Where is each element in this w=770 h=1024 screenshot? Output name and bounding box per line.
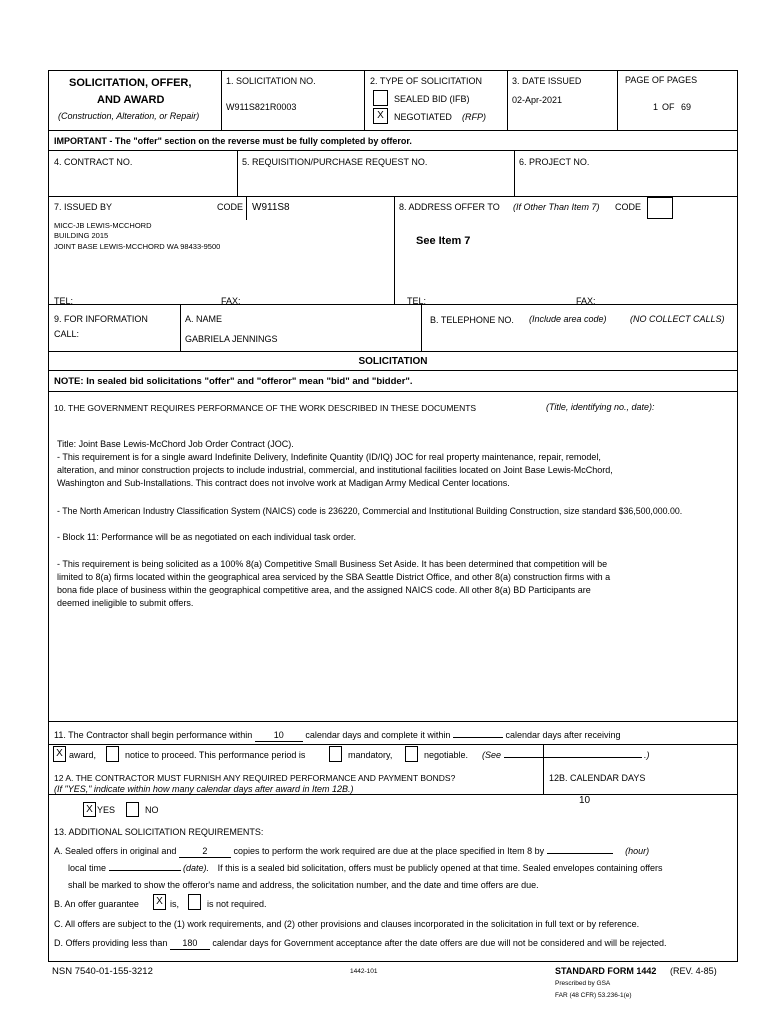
item-12b-label: 12B. CALENDAR DAYS [549, 773, 646, 783]
sealed-bid-checkbox[interactable] [373, 90, 388, 106]
nsn-number: NSN 7540-01-155-3212 [52, 966, 153, 977]
notice-to-proceed-label: notice to proceed. This performance period is [125, 750, 306, 760]
sealed-bid-note: NOTE: In sealed bid solicitations "offer" and "offeror" mean "bid" and "bidder". [54, 376, 413, 387]
bonds-yes-label: YES [97, 805, 116, 815]
date-issued-label: 3. DATE ISSUED [512, 76, 582, 86]
date-issued-value: 02-Apr-2021 [512, 95, 563, 105]
telephone-note: (Include area code) [529, 314, 607, 324]
page-number: 1 [653, 102, 659, 112]
form-title-line2: AND AWARD [97, 94, 165, 106]
description-paragraph-set-aside: - This requirement is being solicited as a 100% 8(a) Competitive Small Business Set Aside. It has been determined that competition will be limited to 8(a) firms located within the geographical area serviced by the SBA Seattle District Office, and other 8(a) construction firms with a bona fide place of business within the geographical competitive area, and the assigned NAICS code. All other 8(a) BD Participants are deemed ineligible to submit offers. [57, 559, 611, 608]
award-checkbox[interactable]: X [53, 746, 66, 762]
form-subtitle: (Construction, Alteration, or Repair) [58, 111, 200, 121]
guarantee-is-not-checkbox[interactable] [188, 894, 201, 910]
page-of-pages-label: PAGE OF PAGES [625, 75, 698, 85]
project-no-label: 6. PROJECT NO. [519, 157, 590, 167]
due-hour-field[interactable] [547, 853, 613, 854]
guarantee-is-not-label: is not required. [207, 899, 267, 909]
mandatory-label: mandatory, [348, 750, 393, 760]
bonds-yes-checkbox[interactable]: X [83, 802, 96, 817]
item-12a-note: (If "YES," indicate within how many calendar days after award in Item 12B.) [54, 784, 354, 794]
see-item-7: See Item 7 [416, 235, 471, 247]
name-label: A. NAME [185, 314, 223, 324]
negotiated-checkbox[interactable]: X [373, 108, 388, 124]
sealed-bid-label: SEALED BID (IFB) [394, 94, 470, 104]
item-11-line: 11. The Contractor shall begin performance within 10 calendar days and complete it within calendar days after receiving [54, 730, 621, 740]
form-title: SOLICITATION, OFFER, [69, 77, 192, 89]
negotiated-label: NEGOTIATED [394, 112, 452, 122]
bonds-no-label: NO [145, 805, 159, 815]
acceptance-days-field[interactable]: 180 [170, 938, 210, 950]
contract-no-label: 4. CONTRACT NO. [54, 157, 133, 167]
page-total: 69 [681, 102, 692, 112]
standard-form-label: STANDARD FORM 1442 [555, 966, 657, 976]
far-reference: FAR (48 CFR) 53.236-1(e) [555, 992, 632, 999]
for-information-call: CALL: [54, 329, 80, 339]
begin-within-days[interactable]: 10 [255, 730, 303, 742]
award-label: award, [69, 750, 97, 760]
bonds-no-checkbox[interactable] [126, 802, 139, 817]
negotiable-label: negotiable. [424, 750, 469, 760]
solicitation-no-value: W911S821R0003 [226, 102, 297, 112]
requisition-no-label: 5. REQUISITION/PURCHASE REQUEST NO. [242, 157, 428, 167]
description-paragraph-1: Title: Joint Base Lewis-McChord Job Order Contract (JOC). - This requirement is for a single award Indefinite Delivery, Indefinite Quantity (ID/IQ) JOC for real property maintenance, repair, remodel, alteration, and minor construction projects to include industrial, commercial, and institutional facilities located on Joint Base Lewis-McChord, Washington and Sub-Installations. This contract does not involve work at Madigan Army Medical Center locations. [57, 439, 613, 488]
description-paragraph-block11: - Block 11: Performance will be as negotiated on each individual task order. [57, 532, 356, 542]
negotiable-checkbox[interactable] [405, 746, 418, 762]
copies-field[interactable]: 2 [179, 846, 231, 858]
item-13a-line-1: A. Sealed offers in original and 2 copies to perform the work required are due at the place specified in Item 8 by (hour) [54, 846, 650, 856]
item-13a-line-2: local time (date). If this is a sealed bid solicitation, offers must be publicly opened at that time. Sealed envelopes containing offers [68, 863, 663, 873]
solicitation-no-label: 1. SOLICITATION NO. [226, 76, 316, 86]
for-information-label: 9. FOR INFORMATION [54, 314, 148, 324]
mandatory-checkbox[interactable] [329, 746, 342, 762]
guarantee-is-label: is, [170, 899, 179, 909]
rfp-label: (RFP) [462, 112, 486, 122]
issued-by-fax: FAX: [221, 296, 241, 306]
guarantee-is-checkbox[interactable]: X [153, 894, 166, 910]
issued-by-code-label: CODE [217, 202, 244, 212]
address-offer-label: 8. ADDRESS OFFER TO [399, 202, 500, 212]
telephone-label: B. TELEPHONE NO. [430, 315, 514, 325]
solicitation-heading: SOLICITATION [358, 356, 428, 367]
address-offer-code-label: CODE [615, 202, 642, 212]
revision-label: (REV. 4-85) [670, 966, 717, 976]
contact-name: GABRIELA JENNINGS [185, 334, 278, 344]
address-offer-code-box[interactable] [647, 197, 673, 219]
issued-by-address-2: BUILDING 2015 [54, 231, 109, 240]
complete-within-days[interactable] [453, 737, 503, 738]
address-offer-note: (If Other Than Item 7) [513, 202, 600, 212]
local-time-field[interactable] [109, 870, 181, 871]
item-13-label: 13. ADDITIONAL SOLICITATION REQUIREMENTS: [54, 827, 264, 837]
address-offer-fax: FAX: [576, 296, 596, 306]
issued-by-address-1: MICC-JB LEWIS-MCCHORD [54, 221, 152, 230]
item-13b-label: B. An offer guarantee [54, 899, 139, 909]
issued-by-code: W911S8 [252, 202, 290, 213]
item-10-label: 10. THE GOVERNMENT REQUIRES PERFORMANCE OF THE WORK DESCRIBED IN THESE DOCUMENTS [54, 403, 477, 413]
issued-by-address-3: JOINT BASE LEWIS-MCCHORD WA 98433-9500 [54, 242, 221, 251]
issued-by-tel: TEL: [54, 296, 74, 306]
see-reference: (See .) [482, 750, 650, 760]
item-13d: D. Offers providing less than 180 calendar days for Government acceptance after the date offers are due will not be considered and will be rejected. [54, 938, 667, 948]
solicitation-form [48, 70, 738, 962]
important-notice: IMPORTANT - The "offer" section on the reverse must be fully completed by offeror. [54, 136, 412, 146]
type-of-solicitation-label: 2. TYPE OF SOLICITATION [370, 76, 483, 86]
issued-by-label: 7. ISSUED BY [54, 202, 113, 212]
item-10-note: (Title, identifying no., date): [546, 402, 655, 412]
see-reference-field[interactable] [504, 757, 642, 758]
form-code: 1442-101 [350, 968, 378, 975]
page-of-word: OF [662, 102, 675, 112]
item-13a-line-3: shall be marked to show the offeror's name and address, the solicitation number, and the date and time offers are due. [68, 880, 539, 890]
item-12b-value: 10 [579, 795, 591, 806]
address-offer-tel: TEL: [407, 296, 427, 306]
description-paragraph-naics: - The North American Industry Classification System (NAICS) code is 236220, Commercial and Institutional Building Construction, size standard $36,500,000.00. [57, 506, 683, 516]
item-12a-label: 12 A. THE CONTRACTOR MUST FURNISH ANY REQUIRED PERFORMANCE AND PAYMENT BONDS? [54, 773, 456, 783]
notice-to-proceed-checkbox[interactable] [106, 746, 119, 762]
no-collect-note: (NO COLLECT CALLS) [630, 314, 725, 324]
item-13c: C. All offers are subject to the (1) work requirements, and (2) other provisions and clauses incorporated in the solicitation in full text or by reference. [54, 919, 640, 929]
prescribed-by: Prescribed by GSA [555, 980, 611, 987]
